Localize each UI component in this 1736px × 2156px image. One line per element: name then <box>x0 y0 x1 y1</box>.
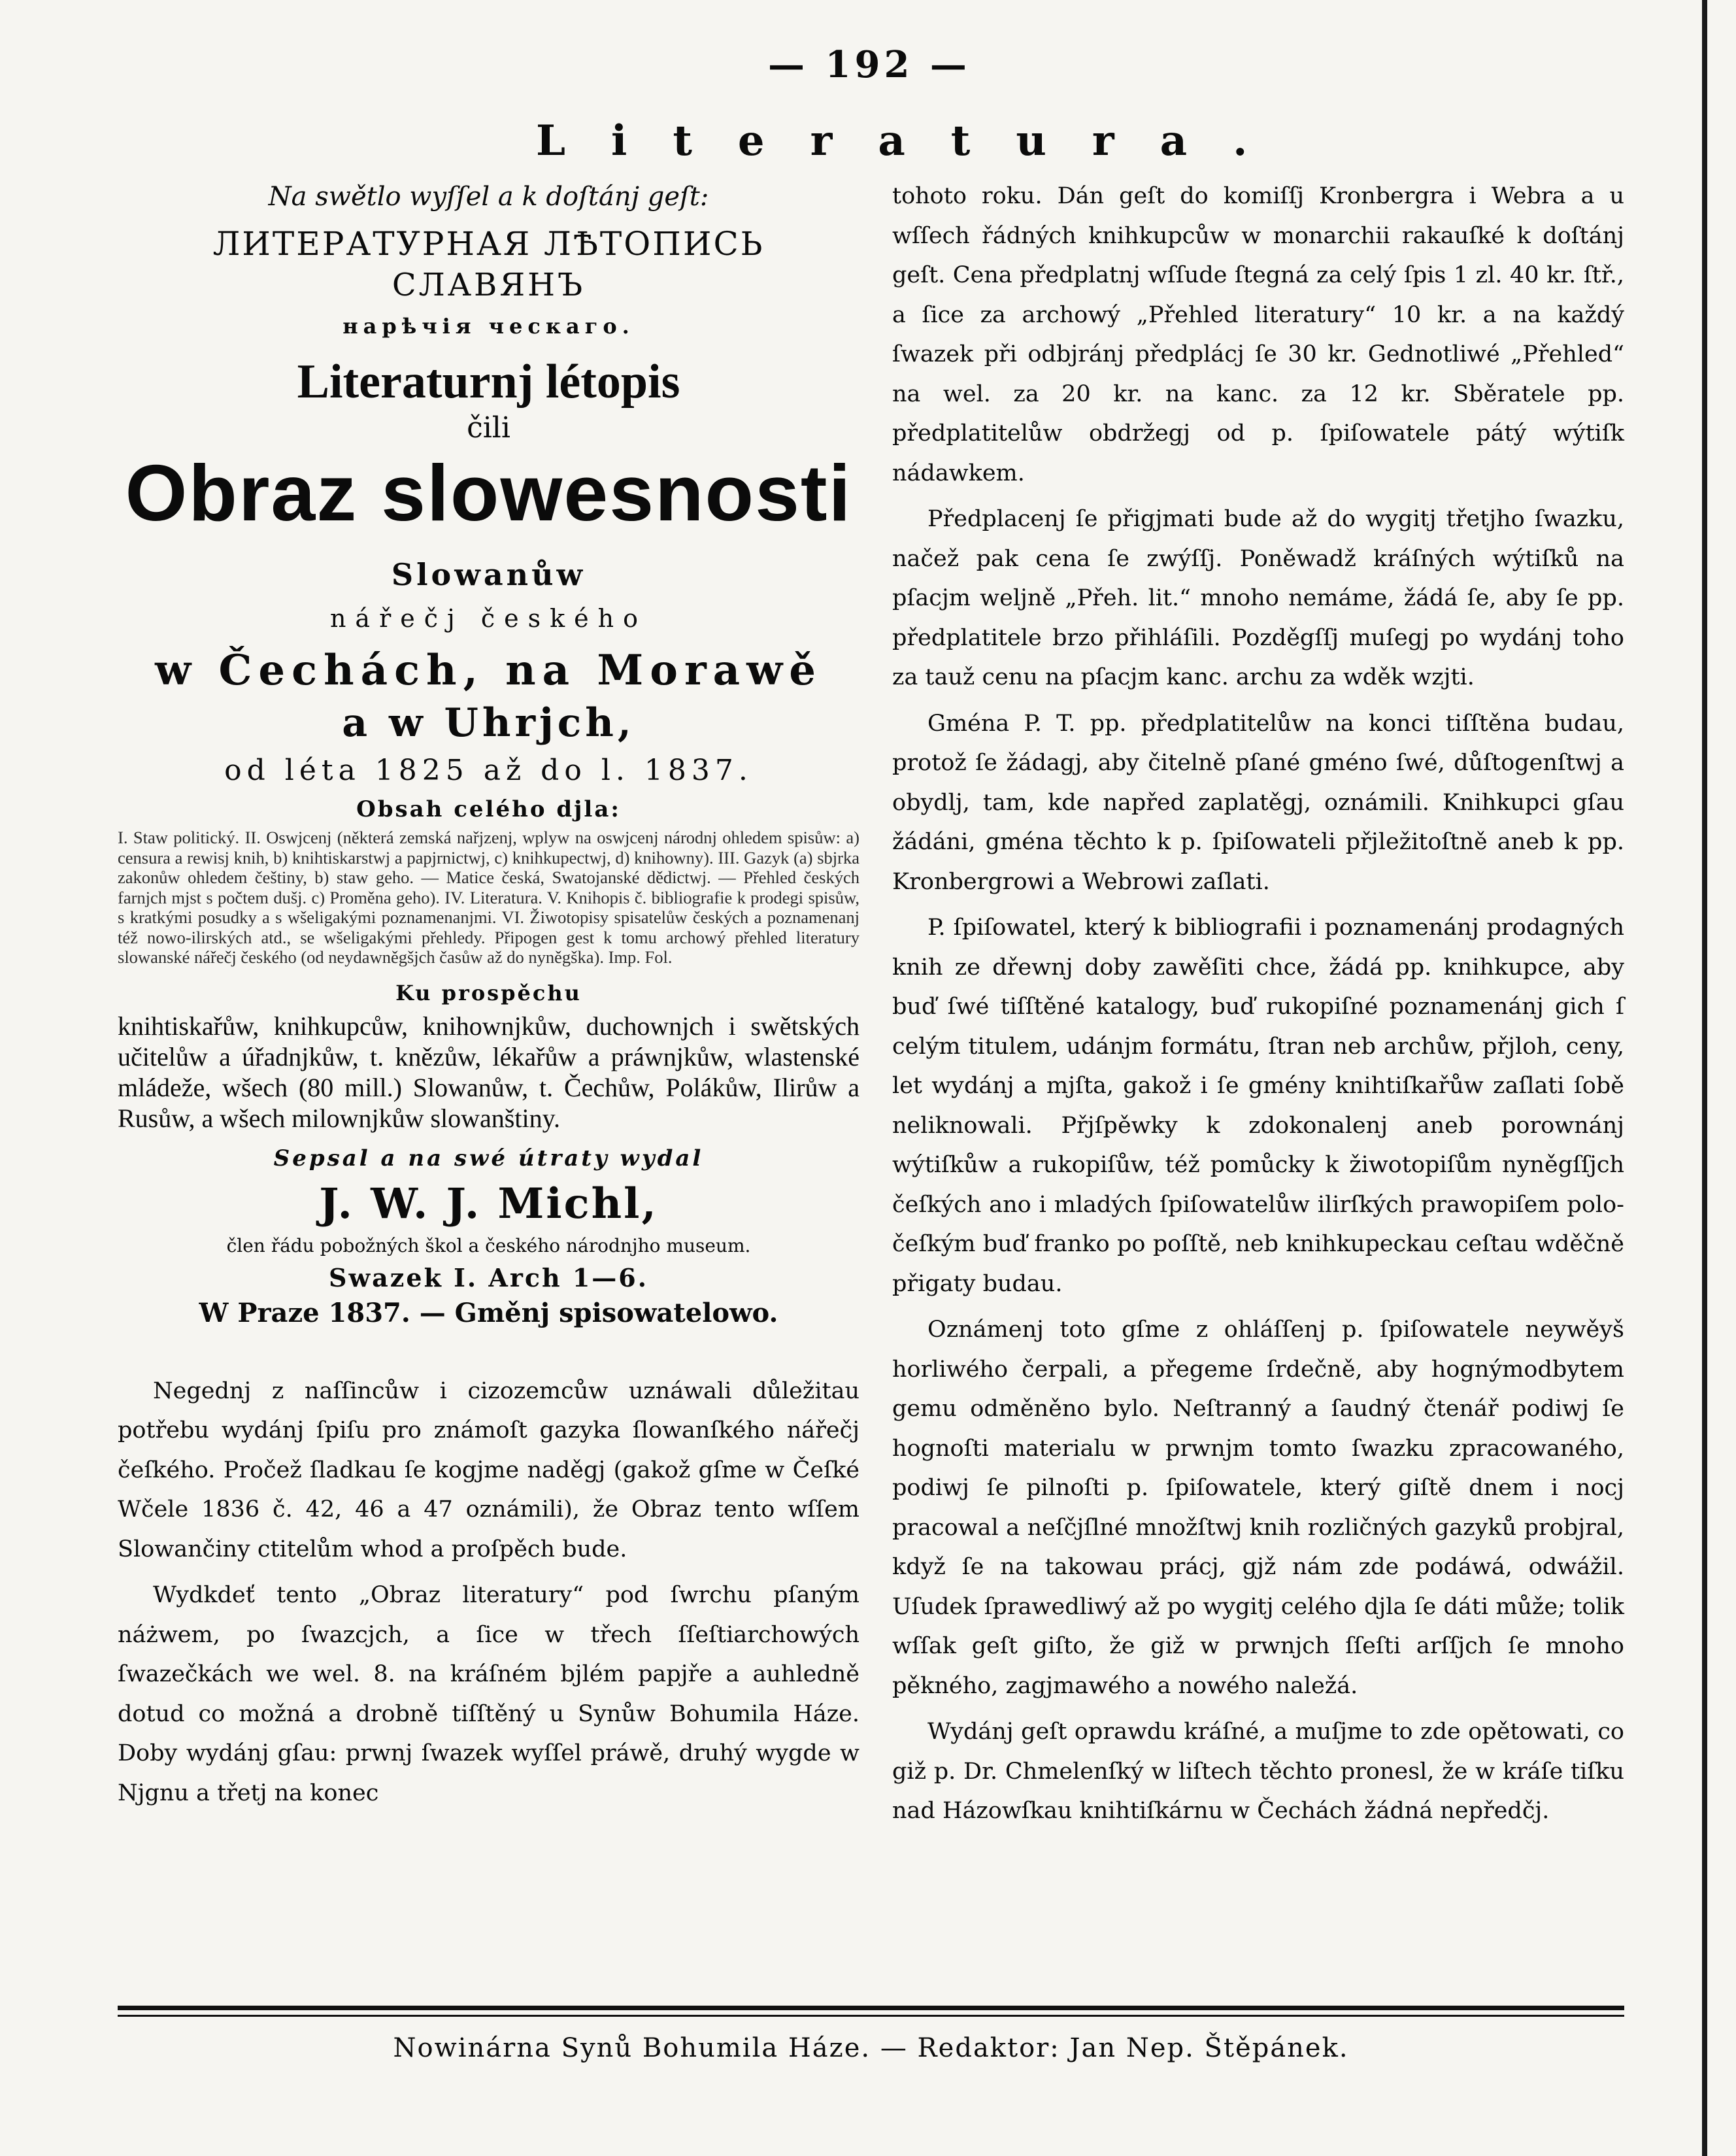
right-paragraph-1: tohoto roku. Dán geſt do komiſſj Kronbergra i Webra a u wſſech řádných knihkupcůw w monarchii rakauſké k doſtánj geſt. Cena předplatnj wſſude ſtegná za celý ſpis 1 zl. 40 kr. ſtř., a ſice za archowý „Přehled literatury“ 10 kr. a na každý ſwazek při odbjránj předplácj ſe 30 kr. Gednotliwé „Přehled“ na wel. za 20 kr. na kanc. za 12 kr. Sběratele pp. předplatitelůw obdržegj od p. ſpiſowatele pátý wýtiſk nádawkem. <box>892 183 1624 486</box>
right-column <box>892 177 1624 1831</box>
ku-prospechu-heading: Ku prospěchu <box>395 980 582 1005</box>
author-affiliation: člen řádu pobožných škol a českého národnjho museum. <box>226 1234 751 1256</box>
book-imprint <box>118 1145 860 1328</box>
footer-imprint: Nowinárna Synů Bohumila Háze. — Redaktor: Jan Nep. Štěpánek. <box>393 2033 1349 2063</box>
volume-info: Swazek I. Arch 1—6. <box>329 1262 648 1292</box>
subtitle-narecj: nářečj českého <box>329 604 648 633</box>
title-conjunction: čili <box>467 411 510 445</box>
left-column <box>118 177 860 1813</box>
cyrillic-title-line-2: СЛАВЯНЪ <box>392 267 586 303</box>
subtitle-slowanuw: Slowanůw <box>391 557 586 592</box>
main-book-title: Obraz slowesnosti <box>125 448 852 537</box>
right-paragraph-6: Wydánj geſt oprawdu kráſné, a muſjme to zde opětowati, co giž p. Dr. Chmelenſký w liſtech těchto pronesl, že w kráſe tiſku nad Házowſkau knihtiſkárnu w Čechách žádná nepředčj. <box>892 1719 1624 1824</box>
right-paragraph-5: Oznámenj toto gſme z ohláſſenj p. ſpiſowatele neywěyš horliwého čerpali, a přegeme ſrdečně, aby hognýmodbytem gemu odměněno bylo. Neſtranný a ſaudný čtenář podiwj ſe hognoſti materialu w prwnjm tomto ſwazku zpracowaného, podiwj ſe pilnoſti p. ſpiſowatele, který giſtě dnem i nocj pracowal a neſčjſlné množſtwj knih rozličných gazyků probjral, když ſe na takowau prácj, gjž nám zde podáwá, odwážil. Uſudek ſprawedliwý až po wygitj celého djla ſe dáti může; tolik wſſak geſt giſto, že giž w prwnjch ſſeſti arſſjch ſe mnoho pěkného, zagjmawého a nowého naležá. <box>892 1317 1624 1699</box>
sepsal-line: Sepsal a na swé útraty wydal <box>273 1145 704 1171</box>
right-paragraph-4: P. ſpiſowatel, který k bibliografii i poznamenánj prodagných knih ze dřewnj doby zawěſiti chce, žádá pp. knihkupce, aby buď ſwé tiſſtěné katalogy, buď rukopiſné poznamenánj gich ſ celým titulem, udánjm formátu, ſtran neb archůw, přjloh, ceny, let wydánj a mjſta, gakož i ſe gmény knihtiſkařůw zaſlati ſobě neliknowali. Přjſpěwky k zdokonalenj aneb porownánj wýtiſkůw a rukopiſůw, též pomůcky k žiwotopiſům nyněgſſjch čeſkých ano i mladých ſpiſowatelůw ilirſkých prawopiſem polo-čeſkým buď franko po poſſtě, neb knihkupeckau ceſtau wděčně přigaty budau. <box>892 915 1624 1297</box>
announcement-intro: Na swětlo wyſſel a k doſtánj geſt: <box>268 182 709 212</box>
latin-title: Literaturnj létopis <box>297 355 680 409</box>
subtitle-regions: w Čechách, na Morawě <box>155 646 822 695</box>
cyrillic-title-line-1: ЛИТЕРАТУРНАЯ ЛѢТОПИСЬ <box>212 225 765 263</box>
author-name: J. W. J. Michl, <box>319 1179 658 1228</box>
left-paragraph-1: Negednj z naſſincůw i cizozemcůw uznáwali důležitau potřebu wydánj ſpiſu pro známoſt gazyka ſlowanſkého nářečj čeſkého. Pročež ſladkau ſe kogjme naděgj (gakož gſme w Čeſké Wčele 1836 č. 42, 46 a 47 oznámili), že Obraz tento wſſem Slowančiny ctitelům whod a proſpěch bude. <box>118 1377 860 1562</box>
right-paragraph-2: Předplacenj ſe přigjmati bude až do wygitj třetjho ſwazku, načež pak cena ſe zwýſſj. Poněwadž kráſných wýtiſků na pſacjm weljně „Přeh. lit.“ mnoho nemáme, žádá ſe, aby ſe pp. předplatitele brzo přihláſili. Pozděgſſj muſegj po wydánj toho za tauž cenu na pſacjm kanc. archu za wděk wzjti. <box>892 506 1624 690</box>
scan-edge-shadow <box>1702 0 1707 2156</box>
footer-rule-thin <box>118 2015 1624 2017</box>
contents-heading: Obsah celého djla: <box>356 796 621 822</box>
prospech-text: knihtiskařůw, knihkupcůw, knihownjkůw, duchownjch i swětských učitelůw a úřadnjkůw, t. knězůw, lékařůw a práwnjkůw, wlastenské mládeže, wšech (80 mill.) Slowanůw, t. Čechůw, Polákůw, Ilirůw a Rusůw, a wšech milownjkůw slowanštiny. <box>118 1011 860 1133</box>
book-announcement <box>118 182 860 822</box>
publication-place: W Praze 1837. — Gměnj spisowatelowo. <box>199 1297 778 1328</box>
left-paragraph-2: Wydkdeť tento „Obraz literatury“ pod ſwrchu pſaným náżwem, po ſwazcjch, a ſice w třech ſſeſtiarchowých ſwazečkách we wel. 8. na kráſném bjlém papjře a auhledně dotud co možná a drobně tiſſtěný u Synůw Bohumila Háze. Doby wydánj gſau: prwnj ſwazek wyſſel práwě, druhý wygde w Njgnu a třetj na konec <box>118 1582 860 1806</box>
section-header: Literatura. <box>536 116 1294 165</box>
contents-text: I. Staw politický. II. Oswjcenj (některá zemská nařjzenj, wplyw na oswjcenj národnj ohledem spisůw: a) censura a rewisj knih, b) knihtiskarstwj a papjrnictwj, c) knihkupectwj, d) knihowny). III. Gazyk (a) sbjrka zakonůw ohledem češtiny, b) staw geho. — Matice česká, Swatojanské dědictwj. — Přehled českých farnjch mjst s počtem dušj. c) Proměna geho). IV. Literatura. V. Knihopis č. bibliografie k prodegi spisůw, s kratkými posudky a s wšeligakými poznamenanjmi. VI. Žiwotopisy spisatelůw českých a poznamenanj též nowo-ilirských atd., se wšeligakými přehledy. Připogen gest k tomu archowý přehled literatury slowanské nářečj českého (od neydawněgšjch časůw až do nyněgška). Imp. Fol. <box>118 828 860 967</box>
book-announcement-lower <box>118 981 860 1005</box>
page-number: — 192 — <box>768 43 971 86</box>
footer-rule-thick <box>118 2006 1624 2010</box>
subtitle-uhrjch: a w Uhrjch, <box>342 700 635 746</box>
cyrillic-title-line-3: нарѣчія ческаго. <box>342 314 635 339</box>
subtitle-years: od léta 1825 až do l. 1837. <box>224 754 753 787</box>
right-paragraph-3: Gména P. T. pp. předplatitelůw na konci tiſſtěna budau, protož ſe žádagj, aby čitelně pſané gméno ſwé, důſtogenſtwj a obydlj, tam, kde napřed zaplatěgj, oznámili. Knihkupci gſau žádáni, gména těchto k p. ſpiſowateli přjležitoſtně aneb k pp. Kronbergrowi a Webrowi zaſlati. <box>892 710 1624 895</box>
